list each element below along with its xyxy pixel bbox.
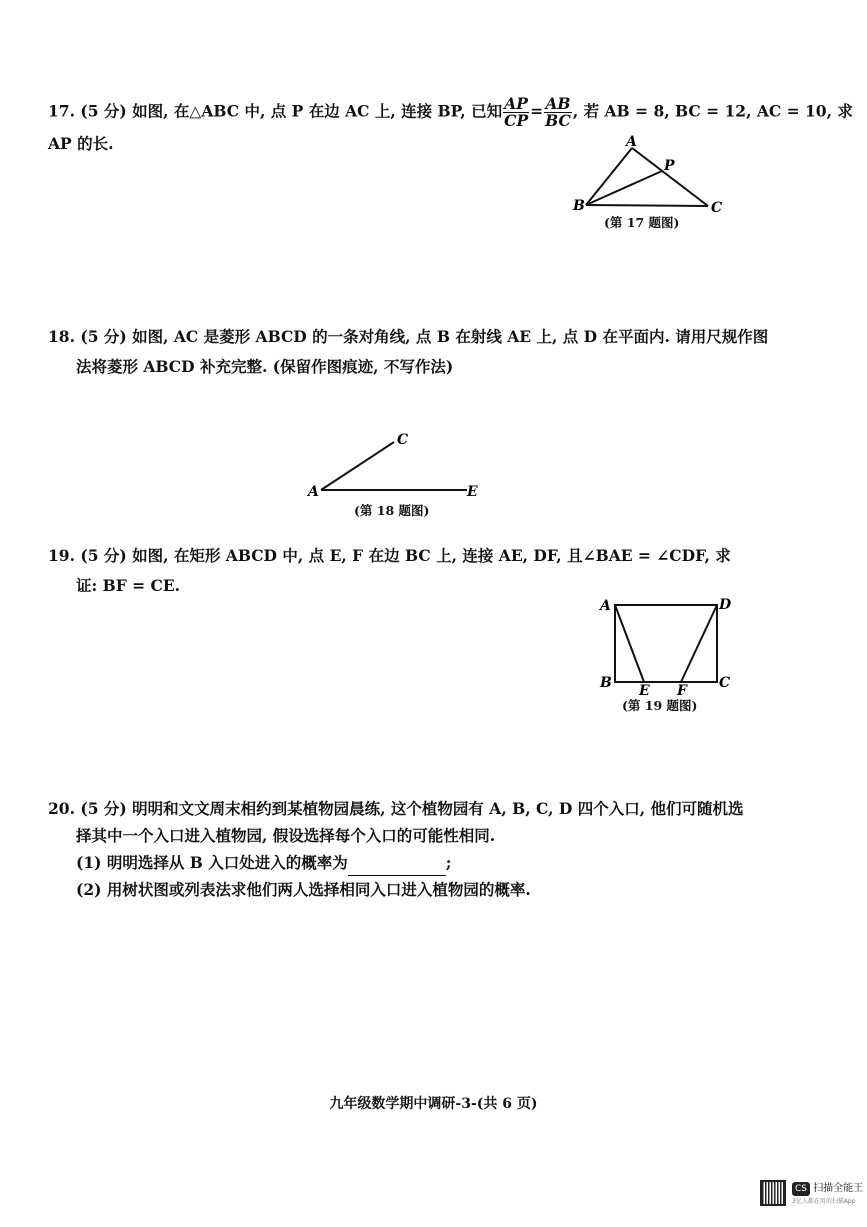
vertex-label-c: C: [719, 675, 731, 691]
question-20-line-2: 择其中一个入口进入植物园, 假设选择每个入口的可能性相同.: [76, 826, 496, 845]
fraction-denominator: BC: [545, 111, 571, 130]
question-17-line-2: AP 的长.: [48, 134, 114, 153]
question-20: [48, 795, 748, 903]
figure-18: [300, 425, 500, 520]
question-20-part-1-end: ;: [445, 853, 452, 872]
equals-sign: =: [530, 101, 544, 121]
figure-19-caption: (第 19 题图): [622, 698, 698, 713]
scanner-logo: CS: [792, 1182, 810, 1196]
question-20-line-1: 20. (5 分) 明明和文文周末相约到某植物园晨练, 这个植物园有 A, B, C, D 四个入口, 他们可随机选: [48, 799, 744, 818]
question-20-part-2: (2) 用树状图或列表法求他们两人选择相同入口进入植物园的概率.: [76, 880, 531, 899]
fraction-ab-bc: [544, 96, 572, 129]
question-19-line-2: 证: BF = CE.: [76, 576, 181, 595]
scanner-brand: [792, 1182, 863, 1205]
vertex-label-d: D: [719, 597, 732, 613]
qr-code-icon: [760, 1180, 786, 1206]
page-footer: 九年级数学期中调研-3-(共 6 页): [329, 1096, 538, 1112]
fraction-numerator: AP: [504, 94, 528, 113]
question-18-line-2: 法将菱形 ABCD 补充完整. (保留作图痕迹, 不写作法): [76, 357, 454, 376]
point-label-a: A: [308, 484, 319, 500]
vertex-label-a: A: [600, 598, 611, 614]
triangle-abc-diagram: [568, 132, 738, 212]
fraction-ap-cp: [503, 96, 529, 129]
fraction-denominator: CP: [504, 111, 529, 130]
question-18: [48, 322, 769, 382]
vertex-label-b: B: [600, 675, 612, 691]
question-20-part-1-text: (1) 明明选择从 B 入口处进入的概率为: [76, 853, 348, 872]
vertex-label-b: B: [573, 198, 585, 212]
scanner-name: 扫描全能王: [813, 1182, 864, 1194]
scanner-tagline: 3亿人都在用的扫描App: [792, 1197, 856, 1205]
point-label-e: E: [639, 683, 650, 696]
rectangle-abcd-diagram: [597, 592, 747, 696]
ray-ae-diagram: [300, 425, 500, 500]
question-17-line-1: [48, 94, 853, 130]
point-label-c: C: [397, 432, 409, 448]
question-19-line-1: 19. (5 分) 如图, 在矩形 ABCD 中, 点 E, F 在边 BC 上, 连接 AE, DF, 且∠BAE = ∠CDF, 求: [48, 546, 731, 565]
fraction-numerator: AB: [545, 94, 571, 113]
vertex-label-c: C: [711, 200, 723, 212]
figure-19: [597, 592, 747, 720]
answer-blank[interactable]: [348, 857, 446, 876]
vertex-label-a: A: [626, 134, 637, 150]
scanner-badge: [760, 1180, 863, 1206]
figure-18-caption: (第 18 题图): [354, 503, 430, 518]
question-17-text-start: 17. (5 分) 如图, 在△ABC 中, 点 P 在边 AC 上, 连接 BP, 已知: [48, 101, 503, 121]
vertex-label-p: P: [664, 158, 675, 174]
question-20-part-1: [48, 849, 748, 876]
figure-17: [568, 132, 738, 232]
figure-17-caption: (第 17 题图): [604, 215, 680, 230]
point-label-e: E: [467, 484, 478, 500]
question-18-line-1: 18. (5 分) 如图, AC 是菱形 ABCD 的一条对角线, 点 B 在射线 AE 上, 点 D 在平面内. 请用尺规作图: [48, 327, 769, 346]
question-17-text-end: , 若 AB = 8, BC = 12, AC = 10, 求: [572, 101, 853, 121]
point-label-f: F: [677, 683, 687, 696]
